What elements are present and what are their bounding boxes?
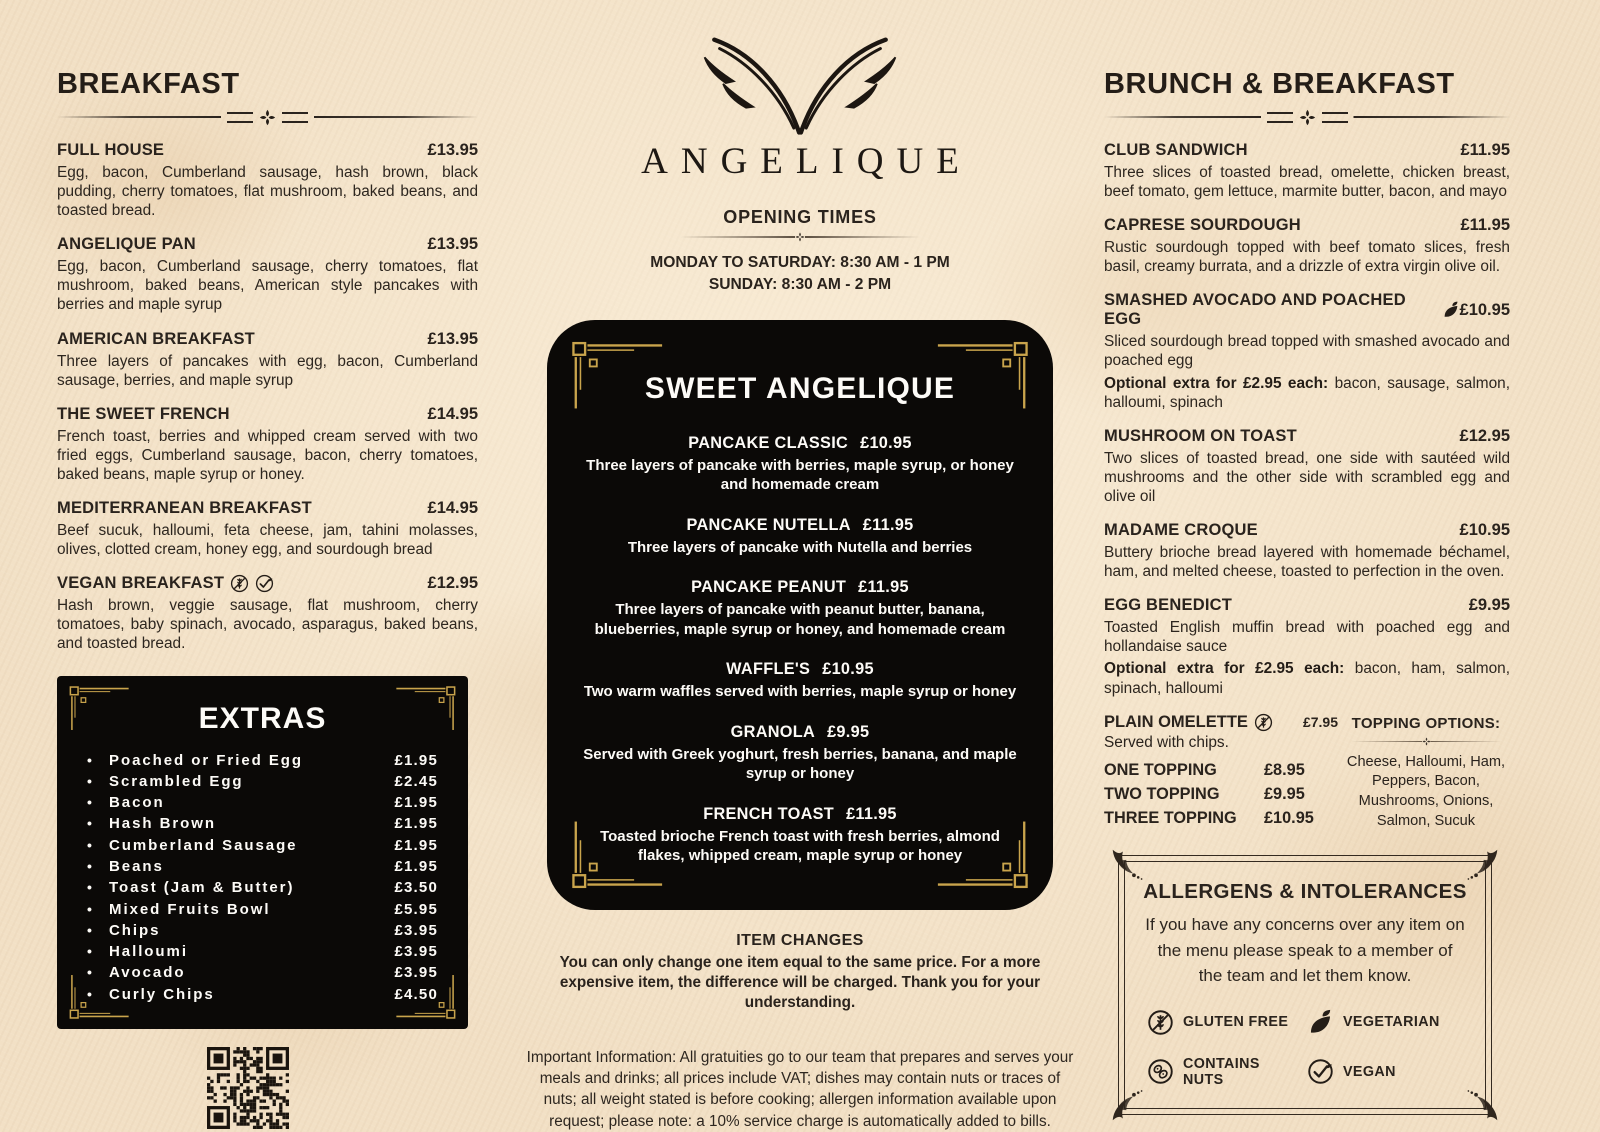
opening-times-divider <box>680 232 920 242</box>
menu-item-vegan-breakfast <box>57 574 478 653</box>
corner-flourish-icon <box>1111 848 1145 882</box>
item-price: £9.95 <box>827 722 870 741</box>
item-description: Three slices of toasted bread, omelette, chicken breast, beef tomato, gem lettuce, marmite butter, bacon, and mayo <box>1104 164 1510 201</box>
item-description: Buttery brioche bread layered with homemade béchamel, ham, and melted cheese, toasted to perfection in the oven. <box>1104 544 1510 581</box>
menu-item-caprese-sourdough <box>1104 216 1510 276</box>
menu-item-egg-benedict <box>1104 596 1510 697</box>
menu-item-mediterranean-breakfast <box>57 499 478 559</box>
corner-flourish-icon <box>1111 1088 1145 1122</box>
menu-item-american-breakfast <box>57 330 478 390</box>
cross-ornament-icon <box>259 109 276 126</box>
sweet-item <box>577 723 1023 784</box>
item-name: VEGAN BREAKFAST <box>57 574 225 593</box>
vegan-icon <box>255 574 274 593</box>
vegetarian-icon <box>1442 301 1460 319</box>
item-name: GRANOLA <box>730 722 816 741</box>
topping-price-row: ONE TOPPING £8.95 <box>1104 760 1305 779</box>
extras-row: • Toast (Jam & Butter) £3.50 <box>87 879 438 897</box>
item-description: Three layers of pancakes with egg, bacon, Cumberland sausage, berries, and maple syrup <box>57 352 478 389</box>
item-name: PANCAKE PEANUT <box>691 578 847 597</box>
item-price: £13.95 <box>427 235 478 254</box>
topping-price-row: TWO TOPPING £9.95 <box>1104 785 1305 804</box>
item-name: FRENCH TOAST <box>703 804 835 823</box>
allergens-legend <box>1139 1009 1471 1088</box>
topping-options-title: TOPPING OPTIONS: <box>1351 714 1501 732</box>
legend-vegan: VEGAN <box>1307 1056 1463 1088</box>
item-name: MUSHROOM ON TOAST <box>1104 426 1297 445</box>
item-changes-body: You can only change one item equal to the same price. For a more expensive item, the difference will be charged. Thank you for your understanding. <box>559 953 1041 1012</box>
cross-ornament-icon <box>795 232 805 242</box>
extras-title: EXTRAS <box>198 701 327 735</box>
item-price: £13.95 <box>427 141 478 159</box>
important-information: Important Information: All gratuities go to our team that prepares and serves your meals and drinks; all prices include VAT; dishes may contain nuts or traces of nuts; all weight stated is before cooking; allergen information available upon request; please note: a 10% service charge is automatically added to bills. <box>526 1049 1074 1130</box>
menu-item-full-house <box>57 141 478 220</box>
opening-times-weekdays: MONDAY TO SATURDAY: 8:30 AM - 1 PM <box>650 254 950 271</box>
section-divider <box>1104 109 1510 125</box>
menu-item-club-sandwich <box>1104 141 1510 201</box>
item-price: £13.95 <box>427 329 478 348</box>
menu-item-smashed-avocado <box>1104 291 1510 411</box>
allergens-title: ALLERGENS & INTOLERANCES <box>1143 880 1467 904</box>
item-description: Three layers of pancake with peanut butter, banana, blueberries, maple syrup or honey, and homemade cream <box>594 601 1006 638</box>
item-price: £11.95 <box>862 515 914 534</box>
gold-corner-ornament <box>569 820 665 890</box>
opening-times-sunday: SUNDAY: 8:30 AM - 2 PM <box>708 275 892 293</box>
item-name: PANCAKE CLASSIC <box>688 433 849 452</box>
menu-item-mushroom-on-toast <box>1104 427 1510 506</box>
brand-name: ANGELIQUE <box>641 141 972 182</box>
gold-corner-ornament <box>67 685 131 731</box>
legend-vegetarian: VEGETARIAN <box>1307 1009 1463 1036</box>
item-description: Two warm waffles served with berries, maple syrup or honey <box>583 683 1017 701</box>
gold-corner-ornament <box>67 974 131 1020</box>
topping-options <box>1342 713 1510 832</box>
extras-row: • Cumberland Sausage £1.95 <box>87 836 438 854</box>
item-changes-title: ITEM CHANGES <box>736 931 864 949</box>
gold-corner-ornament <box>394 974 458 1020</box>
extras-row: • Bacon £1.95 <box>87 794 438 812</box>
item-description: Sliced sourdough bread topped with smashed avocado and poached egg <box>1104 333 1510 370</box>
opening-times-title: OPENING TIMES <box>723 207 877 227</box>
menu-item-sweet-french <box>57 405 478 484</box>
extras-row: • Curly Chips £4.50 <box>87 985 438 1003</box>
topping-options-list: Cheese, Halloumi, Ham, Peppers, Bacon, Mushrooms, Onions, Salmon, Sucuk <box>1346 753 1506 829</box>
contains-nuts-icon <box>1147 1058 1174 1085</box>
brunch-section-title: BRUNCH & BREAKFAST <box>1104 68 1455 100</box>
gold-corner-ornament <box>569 340 665 410</box>
extras-row: • Poached or Fried Egg £1.95 <box>87 751 438 769</box>
qr-code <box>207 1047 289 1129</box>
item-price: £14.95 <box>427 499 478 518</box>
item-price: £11.95 <box>1460 216 1510 235</box>
sweet-item <box>577 516 1023 558</box>
section-divider <box>57 109 478 125</box>
gold-corner-ornament <box>935 340 1031 410</box>
item-price: £11.95 <box>846 804 897 823</box>
sweet-angelique-panel <box>547 320 1053 910</box>
item-name: ANGELIQUE PAN <box>57 235 196 254</box>
extras-row: • Scrambled Egg £2.45 <box>87 772 438 790</box>
item-description: Toasted English muffin bread with poached egg and hollandaise sauce <box>1104 619 1510 656</box>
item-name: WAFFLE'S <box>726 660 811 679</box>
item-description: Egg, bacon, Cumberland sausage, hash brown, black pudding, cherry tomatoes, flat mushroom, baked beans, and toasted bread. <box>57 164 478 220</box>
sweet-item <box>577 660 1023 702</box>
item-description: Toasted brioche French toast with fresh berries, almond flakes, whipped cream, maple syrup or honey <box>600 827 1000 865</box>
item-price: £11.95 <box>1460 141 1510 159</box>
item-price: £7.95 <box>1302 714 1338 731</box>
breakfast-section-title: BREAKFAST <box>57 68 240 100</box>
item-name: SMASHED AVOCADO AND POACHED EGG <box>1104 291 1406 329</box>
vegetarian-icon <box>1307 1009 1334 1036</box>
breakfast-column <box>57 68 478 1129</box>
item-description: Served with chips. <box>1104 733 1229 751</box>
item-description: Three layers of pancake with Nutella and berries <box>627 538 973 556</box>
item-price: £11.95 <box>858 578 909 597</box>
item-name: PLAIN OMELETTE <box>1104 712 1248 731</box>
sweet-section-title: SWEET ANGELIQUE <box>644 371 956 405</box>
legend-contains-nuts: CONTAINS NUTS <box>1147 1056 1303 1088</box>
item-price: £10.95 <box>1459 521 1510 540</box>
cross-ornament-icon <box>1422 737 1431 746</box>
brunch-column <box>1104 68 1510 1115</box>
item-optional-extra: Optional extra for £2.95 each: bacon, ham, salmon, spinach, halloumi <box>1104 660 1510 697</box>
menu-item-madame-croque <box>1104 521 1510 581</box>
item-name: EGG BENEDICT <box>1104 596 1232 615</box>
item-name: FULL HOUSE <box>57 141 165 159</box>
legend-gluten-free: GLUTEN FREE <box>1147 1009 1303 1036</box>
sweet-item <box>577 578 1023 639</box>
item-description: Three layers of pancake with berries, maple syrup, or honey and homemade cream <box>586 456 1014 494</box>
gluten-free-icon <box>1254 713 1273 732</box>
item-price: £10.95 <box>1459 300 1510 319</box>
center-column <box>503 22 1097 1132</box>
item-name: MEDITERRANEAN BREAKFAST <box>57 499 312 518</box>
item-price: £10.95 <box>860 433 912 452</box>
item-description: Two slices of toasted bread, one side with sautéed wild mushrooms and the other side with scrambled egg and olive oil <box>1104 449 1510 505</box>
gold-corner-ornament <box>394 685 458 731</box>
item-name: MADAME CROQUE <box>1104 521 1258 540</box>
item-name: PANCAKE NUTELLA <box>686 515 851 534</box>
corner-flourish-icon <box>1465 1088 1499 1122</box>
item-description: Served with Greek yoghurt, fresh berries, banana, and maple syrup or honey <box>583 745 1017 783</box>
item-description: Beef sucuk, halloumi, feta cheese, jam, tahini molasses, olives, clotted cream, honey egg, and sourdough bread <box>57 522 478 559</box>
vegan-icon <box>1307 1058 1334 1085</box>
item-price: £9.95 <box>1468 596 1510 615</box>
extras-row: • Chips £3.95 <box>87 921 438 939</box>
item-name: CLUB SANDWICH <box>1104 141 1248 159</box>
gold-corner-ornament <box>935 820 1031 890</box>
item-name: CAPRESE SOURDOUGH <box>1104 216 1301 235</box>
omelette-section <box>1104 713 1510 832</box>
item-optional-extra: Optional extra for £2.95 each: bacon, sausage, salmon, halloumi, spinach <box>1104 374 1510 411</box>
item-name: THE SWEET FRENCH <box>57 404 230 423</box>
gluten-free-icon <box>1147 1009 1174 1036</box>
menu-item-angelique-pan <box>57 235 478 314</box>
allergens-box <box>1118 855 1492 1115</box>
extras-row: • Beans £1.95 <box>87 857 438 875</box>
item-price: £12.95 <box>1459 426 1510 445</box>
angel-wings-logo-icon <box>684 30 916 136</box>
gluten-free-icon <box>230 574 249 593</box>
corner-flourish-icon <box>1465 848 1499 882</box>
extras-row: • Hash Brown £1.95 <box>87 815 438 833</box>
sweet-item <box>577 434 1023 495</box>
item-price: £10.95 <box>822 660 874 679</box>
extras-panel <box>57 676 468 1030</box>
extras-row: • Avocado £3.95 <box>87 964 438 982</box>
item-description: French toast, berries and whipped cream served with two fried eggs, Cumberland sausage, bacon, cherry tomatoes, baked beans, maple syrup or honey. <box>57 427 478 483</box>
extras-row: • Mixed Fruits Bowl £5.95 <box>87 900 438 918</box>
item-description: Rustic sourdough topped with beef tomato slices, fresh basil, creamy burrata, and a drizzle of extra virgin olive oil. <box>1104 239 1510 276</box>
item-description: Hash brown, veggie sausage, flat mushroom, cherry tomatoes, baby spinach, avocado, asparagus, baked beans, and toasted bread. <box>57 597 478 653</box>
cross-ornament-icon <box>1299 109 1316 126</box>
item-price: £12.95 <box>427 574 478 593</box>
item-price: £14.95 <box>427 404 478 423</box>
item-name: AMERICAN BREAKFAST <box>57 329 255 348</box>
extras-row: • Halloumi £3.95 <box>87 943 438 961</box>
allergens-body: If you have any concerns over any item on the menu please speak to a member of the team and let them know. <box>1145 915 1465 986</box>
item-description: Egg, bacon, Cumberland sausage, cherry tomatoes, flat mushroom, baked beans, American style pancakes with berries and maple syrup <box>57 258 478 314</box>
topping-price-row: THREE TOPPING £10.95 <box>1104 809 1314 828</box>
